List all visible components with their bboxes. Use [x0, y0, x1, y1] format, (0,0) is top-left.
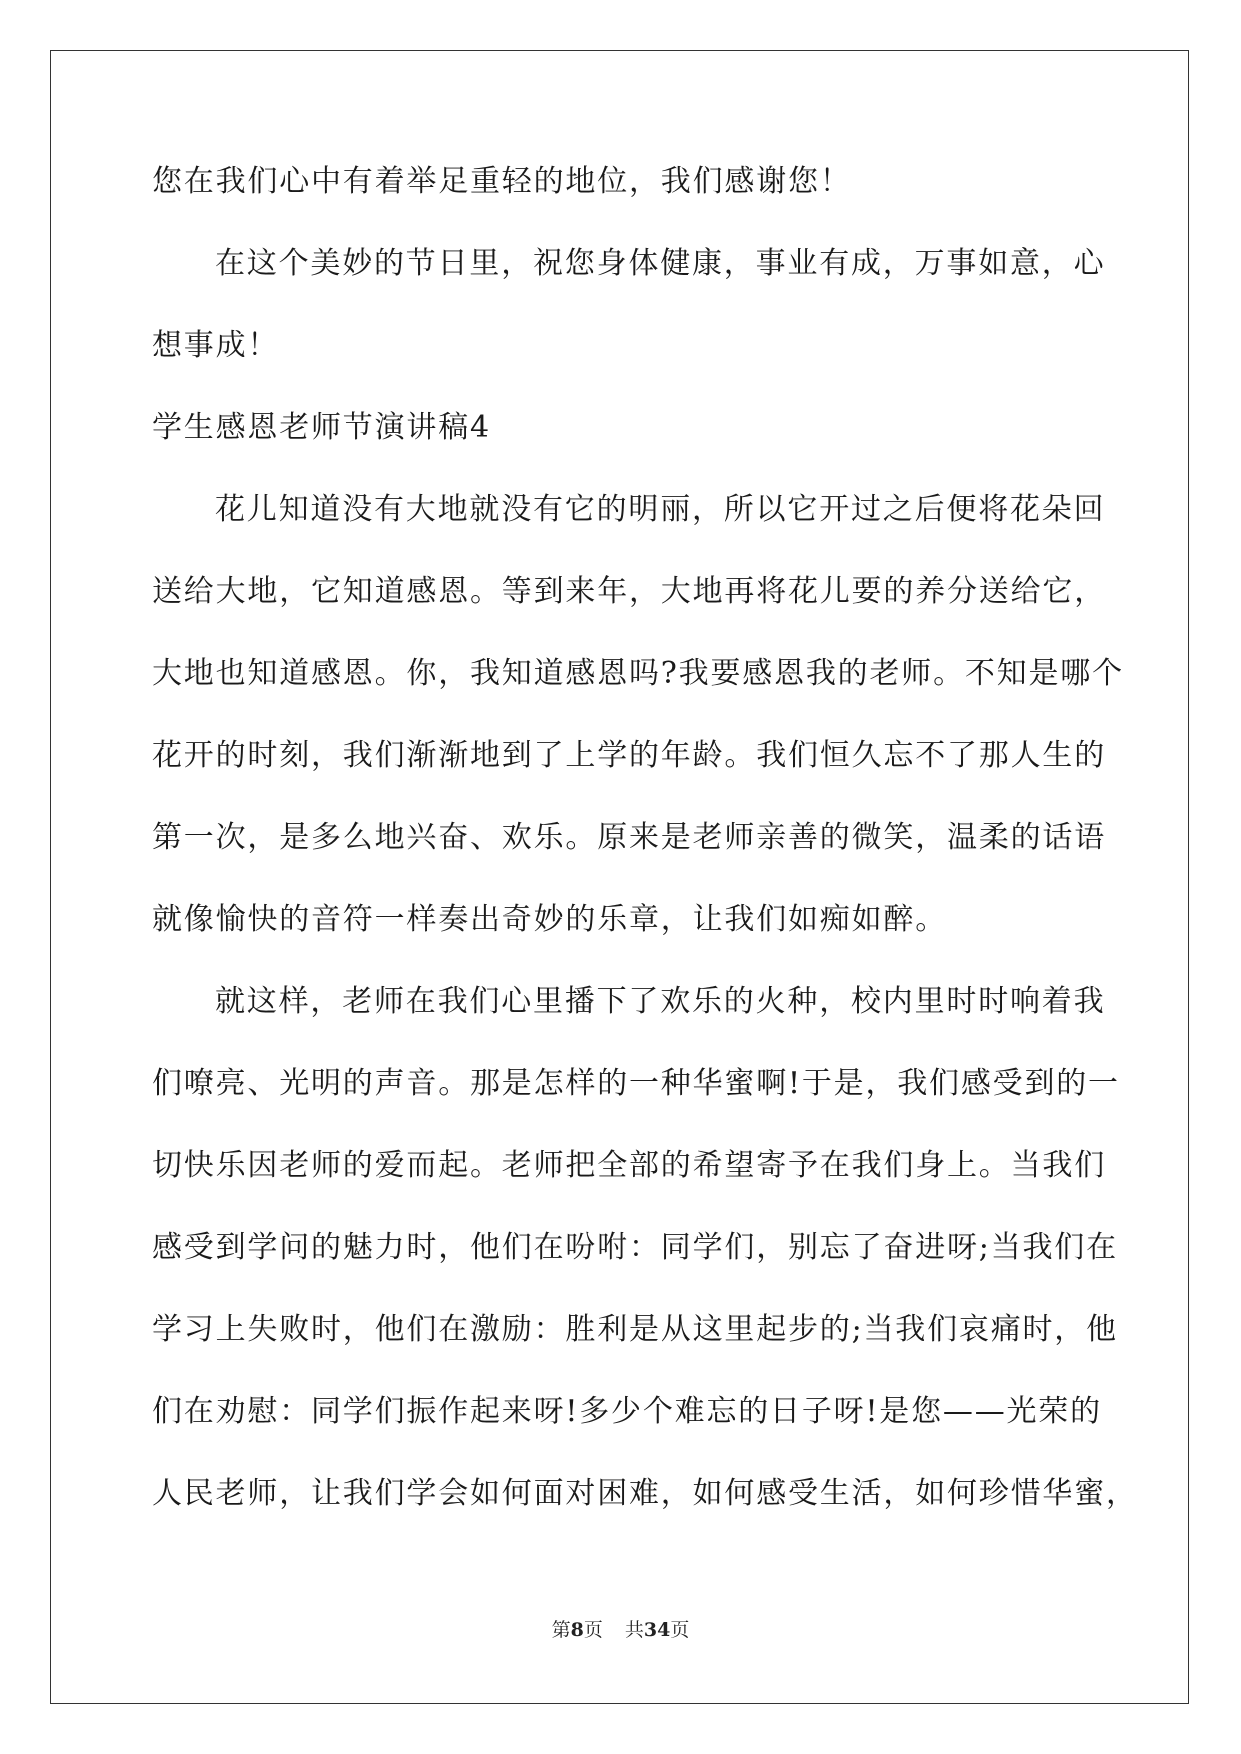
text-line: 人民老师，让我们学会如何面对困难，如何感受生活，如何珍惜华蜜，: [152, 1476, 1138, 1511]
text-line: 花开的时刻，我们渐渐地到了上学的年龄。我们恒久忘不了那人生的: [152, 738, 1106, 773]
text-line: 学习上失败时，他们在激励：胜利是从这里起步的;当我们哀痛时，他: [152, 1312, 1118, 1347]
document-body: [152, 162, 1138, 1556]
page-suffix: 页: [583, 1619, 603, 1641]
paragraph-start: 就这样，老师在我们心里播下了欢乐的火种，校内里时时响着我: [215, 984, 1106, 1019]
text-line: 大地也知道感恩。你，我知道感恩吗?我要感恩我的老师。不知是哪个: [152, 656, 1124, 691]
text-line: 就像愉快的音符一样奏出奇妙的乐章，让我们如痴如醉。: [152, 902, 947, 937]
paragraph-start: 在这个美妙的节日里，祝您身体健康，事业有成，万事如意，心: [215, 246, 1106, 281]
text-line: 您在我们心中有着举足重轻的地位，我们感谢您！: [152, 164, 852, 199]
total-suffix: 页: [670, 1619, 690, 1641]
paragraph-start: 花儿知道没有大地就没有它的明丽，所以它开过之后便将花朵回: [215, 492, 1106, 527]
total-pages: 34: [643, 1619, 671, 1641]
section-heading: 学生感恩老师节演讲稿4: [152, 410, 491, 445]
text-line: 感受到学问的魅力时，他们在吩咐：同学们，别忘了奋进呀;当我们在: [152, 1230, 1118, 1265]
page-footer: [0, 1618, 1241, 1642]
text-line: 送给大地，它知道感恩。等到来年，大地再将花儿要的养分送给它，: [152, 574, 1106, 609]
page-number: 8: [570, 1619, 584, 1641]
page-prefix: 第: [551, 1619, 571, 1641]
text-line: 切快乐因老师的爱而起。老师把全部的希望寄予在我们身上。当我们: [152, 1148, 1106, 1183]
text-line: 们嘹亮、光明的声音。那是怎样的一种华蜜啊!于是，我们感受到的一: [152, 1066, 1120, 1101]
total-prefix: 共: [624, 1619, 644, 1641]
text-line: 想事成！: [152, 328, 280, 363]
text-line: 们在劝慰：同学们振作起来呀!多少个难忘的日子呀!是您——光荣的: [152, 1394, 1102, 1429]
text-line: 第一次，是多么地兴奋、欢乐。原来是老师亲善的微笑，温柔的话语: [152, 820, 1106, 855]
